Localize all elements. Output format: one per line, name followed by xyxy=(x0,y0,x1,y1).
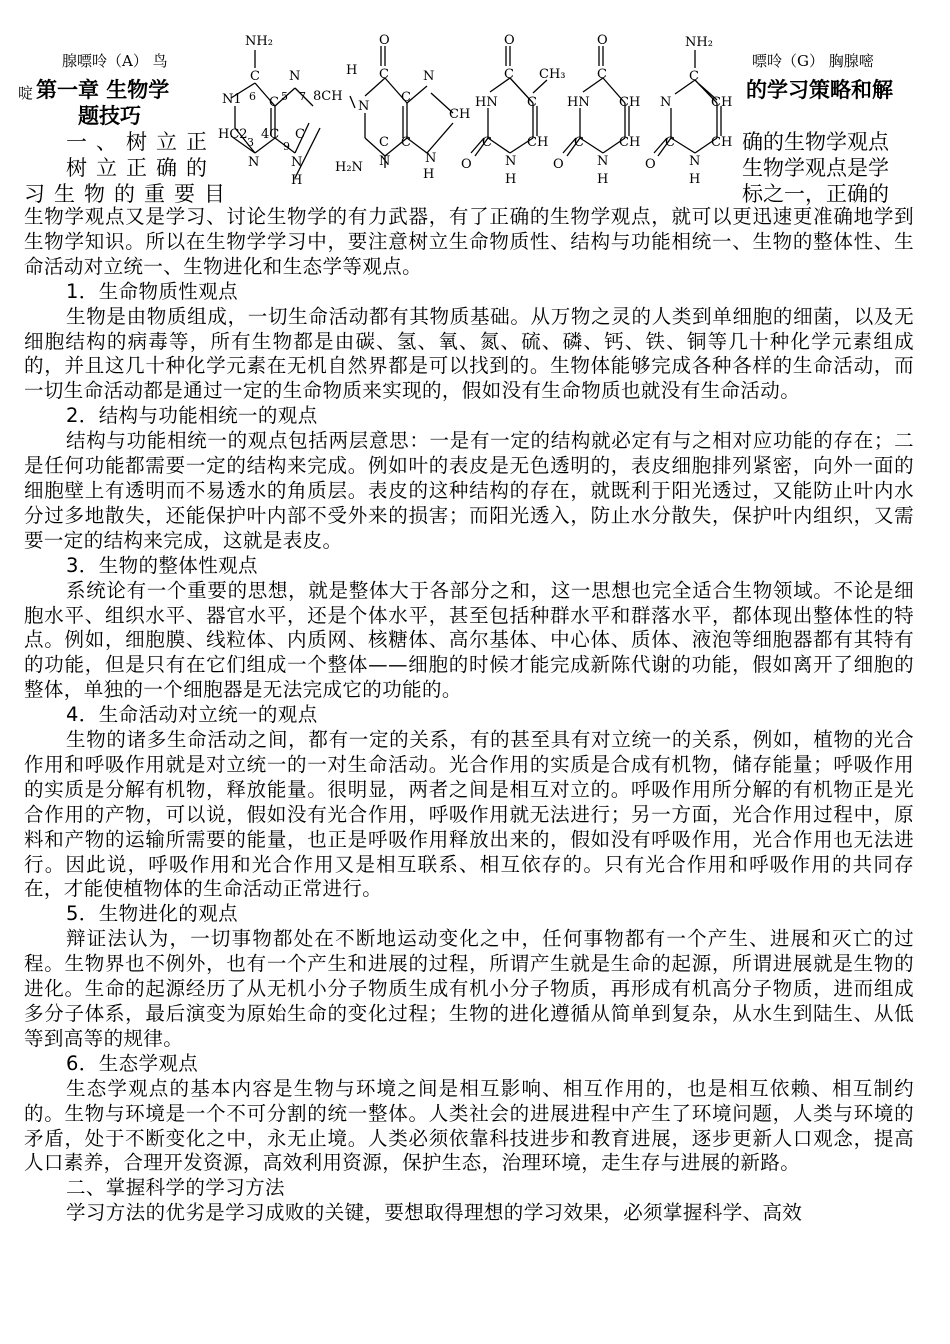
section-1-heading-right: 确的生物学观点 xyxy=(742,130,889,154)
atom-label: 9 xyxy=(283,140,290,153)
atom-label: C xyxy=(250,69,260,84)
atom-label: C xyxy=(527,95,537,110)
atom-label: H xyxy=(505,172,517,187)
nucleobase-structures-figure xyxy=(205,28,745,198)
atom-label: CH₃ xyxy=(539,67,566,82)
atom-label: C xyxy=(689,69,699,84)
subheading-5: 5．生物进化的观点 xyxy=(66,902,239,926)
atom-label: CH xyxy=(711,95,733,110)
paragraph-4: 系统论有一个重要的思想，就是整体大于各部分之和，这一思想也完全适合生物领域。不论是细胞水平、组织水平、器官水平，还是个体水平，甚至包括种群水平和群落水平，都体现出整体性的特点。例如，细胞膜、线粒体、内质网、核糖体、高尔基体、中心体、质体、液泡等细胞器都有其特有的功能，但是只有在它们组成一个整体——细胞的时候才能完成新陈代谢的功能，假如离开了细胞的整体，单独的一个细胞器是无法完成它的功能的。 xyxy=(24,578,914,702)
atom-label: N xyxy=(423,69,435,84)
atom-label: HN xyxy=(475,95,498,110)
atom-label: C xyxy=(504,67,514,82)
chapter-title-left: 第一章 生物学 xyxy=(36,78,170,102)
document-body xyxy=(24,205,914,1226)
atom-label: H xyxy=(689,172,701,187)
subheading-1: 1．生命物质性观点 xyxy=(66,279,239,303)
atom-label: H xyxy=(423,167,435,182)
chapter-title-right: 的学习策略和解 xyxy=(746,78,893,102)
atom-label: O xyxy=(553,157,564,172)
atom-label: C xyxy=(665,135,675,150)
chapter-title-cont: 题技巧 xyxy=(78,104,141,128)
atom-label: 5 xyxy=(281,90,288,103)
atom-label: N xyxy=(425,151,437,166)
atom-label: N xyxy=(379,154,391,169)
atom-label: N xyxy=(291,155,303,170)
atom-label: N xyxy=(248,155,260,170)
atom-label: O xyxy=(504,33,515,48)
atom-label: N xyxy=(597,154,609,169)
atom-label: H xyxy=(291,173,303,188)
paragraph-1-left-a: 树立正确的 xyxy=(66,156,216,180)
subheading-2: 2．结构与功能相统一的观点 xyxy=(66,404,318,428)
atom-label: N xyxy=(358,99,370,114)
atom-label: N xyxy=(289,69,301,84)
paragraph-1-continued: 生物学观点又是学习、讨论生物学的有力武器，有了正确的生物学观点，就可以更迅速更准确地学到生物学知识。所以在生物学学习中，要注意树立生命物质性、结构与功能相统一、生物的整体性、生命活动对立统一、生物进化和生态学等观点。 xyxy=(24,205,914,278)
atom-label: H₂N xyxy=(335,160,363,175)
paragraph-6: 辩证法认为，一切事物都处在不断地运动变化之中，任何事物都有一个产生、进展和灭亡的过程。生物界也不例外，也有一个产生和进展的过程，所谓产生就是生命的起源，所谓进展就是生物的进化。生命的起源经历了从无机小分子物质生成有机小分子物质，再形成有机高分子物质，进而组成多分子体系，最后演变为原始生命的变化过程；生物的进化遵循从简单到复杂，从水生到陆生、从低等到高等的规律。 xyxy=(24,927,914,1050)
atom-label: NH₂ xyxy=(685,35,713,50)
paragraph-7: 生态学观点的基本内容是生物与环境之间是相互影响、相互作用的，也是相互依赖、相互制约的。生物与环境是一个不可分割的统一整体。人类社会的进展进程中产生了环境问题，人类与环境的矛盾，处于不断变化之中，永无止境。人类必须依靠科技进步和教育进展，逐步更新人口观念，提高人口素养，合理开发资源，高效利用资源，保护生态，治理环境，走生存与进展的新路。 xyxy=(24,1076,914,1175)
paragraph-1-left-b: 习生物的重要目 xyxy=(24,182,234,206)
atom-label: N xyxy=(660,95,672,110)
atom-label: 4C xyxy=(261,127,280,142)
atom-label: HN xyxy=(567,95,590,110)
pyrimidine-label-fragment: 啶 xyxy=(18,84,34,102)
subheading-3: 3．生物的整体性观点 xyxy=(66,553,258,577)
atom-label: 7 xyxy=(299,90,306,103)
atom-label: H xyxy=(346,63,358,78)
atom-label: C xyxy=(295,127,305,142)
atom-label: NH₂ xyxy=(245,34,273,49)
atom-label: C xyxy=(401,135,411,150)
atom-label: O xyxy=(597,33,608,48)
paragraph-1-right-a: 生物学观点是学 xyxy=(742,156,889,180)
atom-label: O xyxy=(461,157,472,172)
atom-label: C xyxy=(482,135,492,150)
subheading-4: 4．生命活动对立统一的观点 xyxy=(66,703,318,727)
atom-label: 3 xyxy=(247,136,254,149)
atom-label: C xyxy=(379,135,389,150)
atom-label: H xyxy=(597,172,609,187)
atom-label: C xyxy=(401,90,411,105)
section-2-heading: 二、掌握科学的学习方法 xyxy=(66,1176,285,1200)
atom-label: C xyxy=(379,67,389,82)
paragraph-2: 生物是由物质组成，一切生命活动都有其物质基础。从万物之灵的人类到单细胞的细菌，以及无细胞结构的病毒等，所有生物都是由碳、氢、氧、氮、硫、磷、钙、铁、铜等几十种化学元素组成的，并且这几十种化学元素在无机自然界都是可以找到的。生物体能够完成各种各样的生命活动，而一切生命活动都是通过一定的生命物质来实现的，假如没有生命物质也就没有生命活动。 xyxy=(24,304,914,403)
atom-label: HC2 xyxy=(218,127,248,142)
atom-label: 8CH xyxy=(313,89,343,104)
atom-label: CH xyxy=(619,95,641,110)
atom-label: N xyxy=(505,154,517,169)
atom-label: O xyxy=(379,33,390,48)
atom-label: C xyxy=(597,67,607,82)
subheading-6: 6．生态学观点 xyxy=(66,1051,199,1075)
guanine-label: 嘌呤（G） 胸腺嘧 xyxy=(752,52,874,70)
atom-label: CH xyxy=(619,135,641,150)
section-1-heading-left: 一、树立正 xyxy=(66,130,216,154)
atom-label: 6 xyxy=(249,90,256,103)
atom-label: N xyxy=(689,154,701,169)
paragraph-8: 学习方法的优劣是学习成败的关键，要想取得理想的学习效果，必须掌握科学、高效 xyxy=(66,1201,803,1225)
atom-label: CH xyxy=(449,107,471,122)
atom-label: C xyxy=(269,95,279,110)
atom-label: CH xyxy=(527,135,549,150)
atom-label: N1 xyxy=(222,92,242,107)
paragraph-5: 生物的诸多生命活动之间，都有一定的关系，有的甚至具有对立统一的关系，例如，植物的光合作用和呼吸作用就是对立统一的一对生命活动。光合作用的实质是合成有机物，储存能量；呼吸作用的实质是分解有机物，释放能量。很明显，两者之间是相互对立的。呼吸作用所分解的有机物正是光合作用的产物，可以说，假如没有光合作用，呼吸作用就无法进行；另一方面，光合作用过程中，原料和产物的运输所需要的能量，也正是呼吸作用释放出来的，假如没有呼吸作用，光合作用也无法进行。因此说，呼吸作用和光合作用又是相互联系、相互依存的。只有光合作用和呼吸作用的共同存在，才能使植物体的生命活动正常进行。 xyxy=(24,728,914,901)
paragraph-3: 结构与功能相统一的观点包括两层意思：一是有一定的结构就必定有与之相对应功能的存在；二是任何功能都需要一定的结构来完成。例如叶的表皮是无色透明的，表皮细胞排列紧密，向外一面的细胞壁上有透明而不易透水的角质层。表皮的这种结构的存在，就既利于阳光透过，又能防止叶内水分过多地散失，还能保护叶内部不受外来的损害；而阳光透入，防止水分散失，保护叶内组织，又需要一定的结构来完成，这就是表皮。 xyxy=(24,429,914,552)
atom-label: C xyxy=(574,135,584,150)
atom-label: O xyxy=(645,157,656,172)
paragraph-1-right-b: 标之一，正确的 xyxy=(742,182,889,206)
atom-label: CH xyxy=(711,135,733,150)
adenine-label: 腺嘌呤（A） 鸟 xyxy=(62,52,168,70)
